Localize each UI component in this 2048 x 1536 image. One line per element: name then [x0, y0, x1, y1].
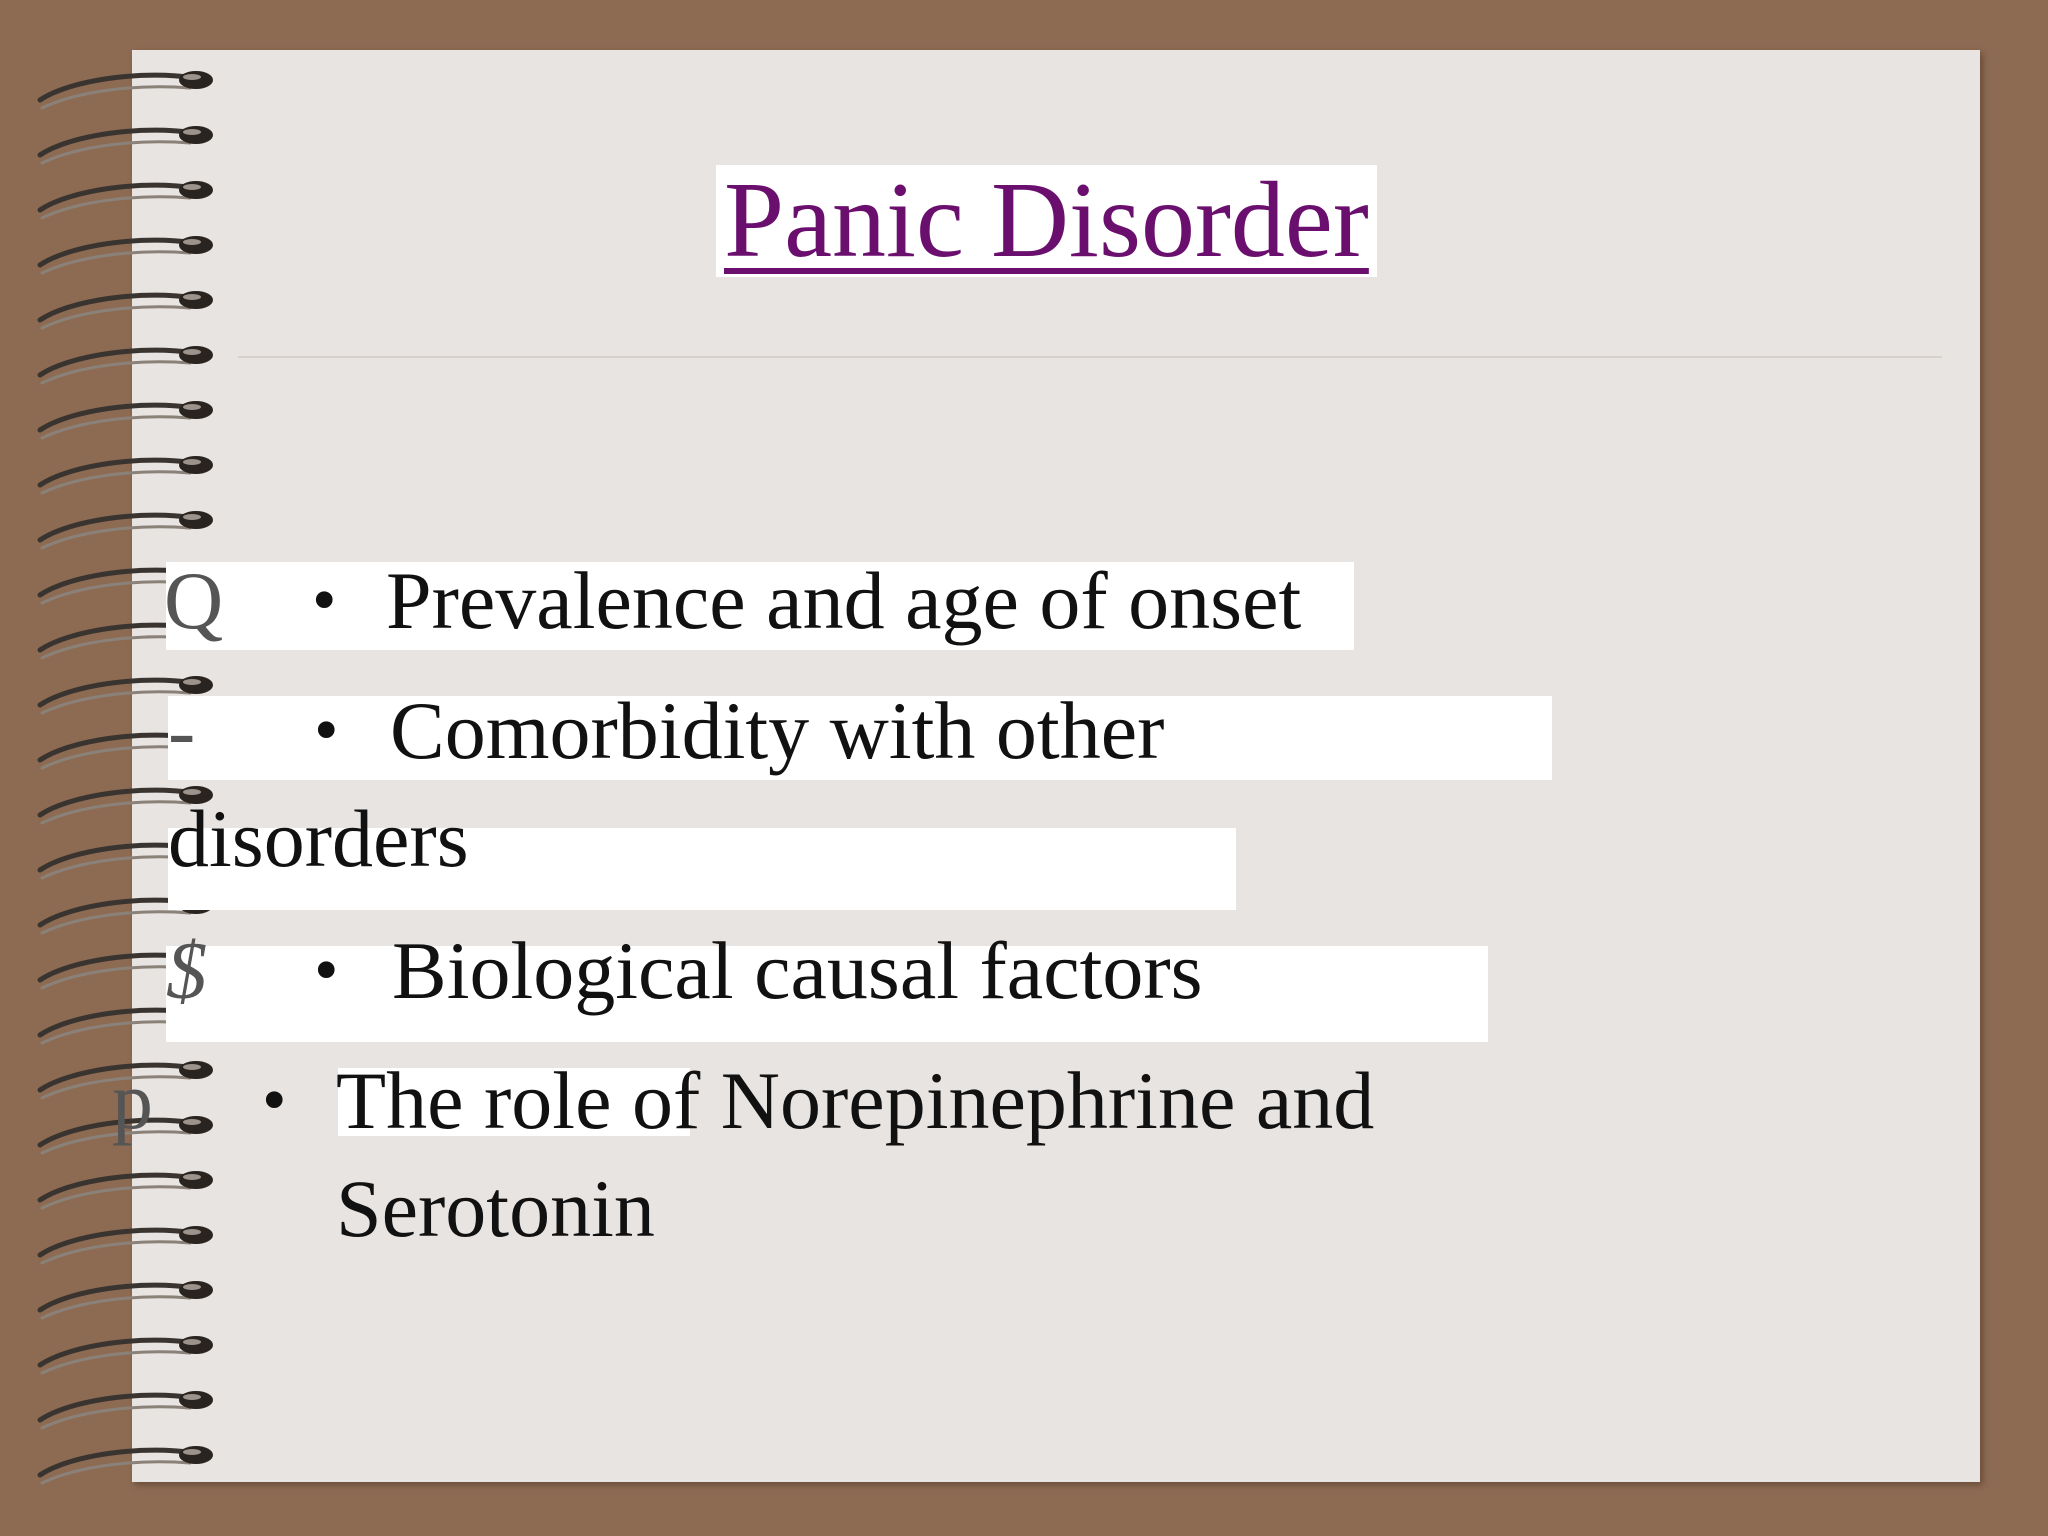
- bullet-comorbidity: Comorbidity with other: [390, 685, 1165, 776]
- bullet-comorbidity-continuation: disorders: [168, 793, 469, 884]
- stray-marker-dollar: $: [166, 925, 207, 1016]
- bullet-prevalence: Prevalence and age of onset: [386, 555, 1302, 646]
- bullet-icon: •: [314, 932, 339, 1009]
- title-divider: [238, 356, 1942, 358]
- bullet-icon: •: [314, 692, 339, 769]
- bullet-icon: •: [262, 1062, 287, 1139]
- bullet-norepinephrine-continuation: Serotonin: [336, 1163, 655, 1254]
- bullet-biological: Biological causal factors: [392, 925, 1203, 1016]
- stray-marker-p: p: [112, 1055, 153, 1146]
- bullet-icon: •: [312, 562, 337, 639]
- stray-marker-q: Q: [164, 555, 224, 646]
- page-title: Panic Disorder: [716, 165, 1377, 277]
- stray-marker-dash: -: [168, 685, 196, 776]
- bullet-norepinephrine: The role of Norepinephrine and: [336, 1055, 1375, 1146]
